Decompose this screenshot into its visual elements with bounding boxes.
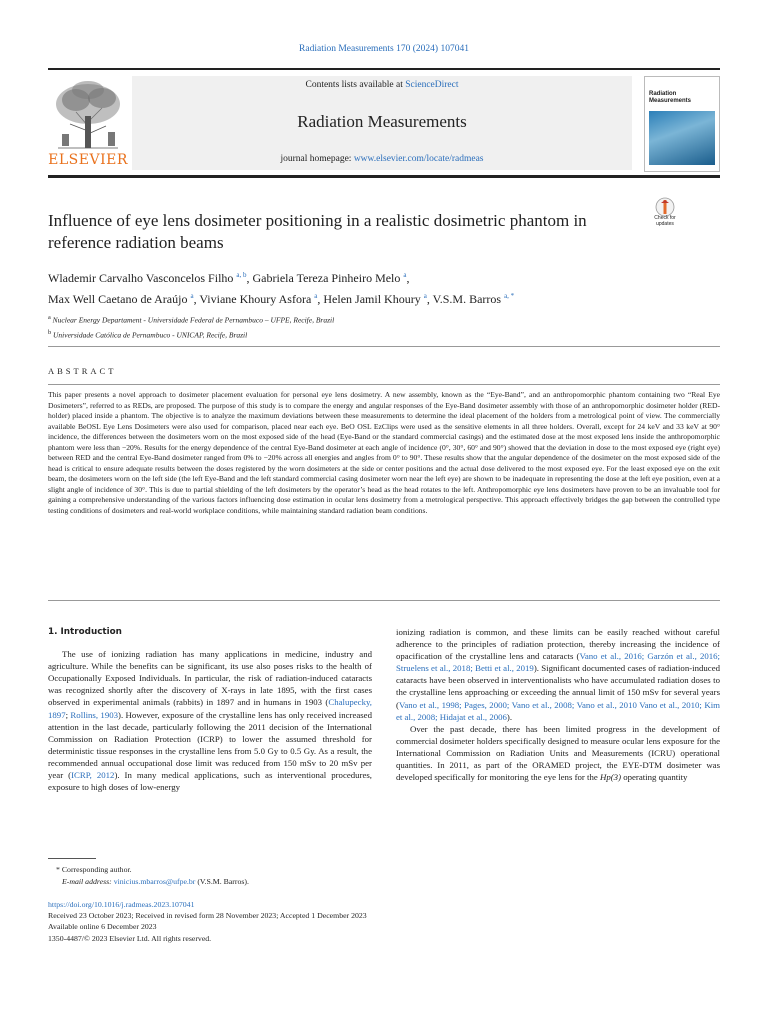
affiliation-b: $^b$ Universidade Católica de Pernambuco - UNICAP, Recife, Brazil	[48, 328, 248, 339]
author-list	[48, 266, 720, 308]
author-name[interactable]: Max Well Caetano de Araújo	[48, 292, 188, 306]
paragraph: The use of ionizing radiation has many applications in medicine, industry and agriculture. While the benefits can be significant, its use also poses risks to the health of Occupationally Exposed Individuals. In particular, the risk of radiation-induced cataracts was recognized shortly after the discovery of X-rays in late 1895, with the first cases observed in experimental animals (rabbits) in 1897 and in humans in 1903 (Chalupecky, 1897; Rollins, 1903). However, exposure of the crystalline lens has only received increased attention in the last decade, particularly following the 2011 decision of the International Commission on Radiation Protection (ICRP) to lower the assumed threshold for deterministic tissue responses in the crystalline lens from 5.0 Gy to 0.5 Gy. As a result, the recommended annual occupational dose limit was reduced from 150 mSv to 20 mSv per year (ICRP, 2012). In many medical applications, such as interventional procedures, exposure to high doses of low-energy	[48, 649, 373, 793]
body-column-right	[396, 626, 720, 783]
cover-image	[649, 111, 715, 165]
author-name[interactable]: Viviane Khoury Asfora	[199, 292, 312, 306]
abstract-text: This paper presents a novel approach to dosimeter placement evaluation for personal eye lens dosimetry. A new assembly, known as the “Eye-Band”, and an anthropomorphic phantom containing two “Real Eye Dosimeters”, referred to as REDs, are proposed. The purpose of this study is to compare the energy and angular responses of the Eye-Band dosimeter assembly with those of an anthropomorphic dosimeter holder (RED-holder) placed inside a phantom. The objective is to analyze the maximum deviations between these measurements to determine the ideal placement of the holders from a metrological point of view. The commercially available BeOSL Eye Lens Dosimeters were also used for comparison, placed near each eye. BeO OSL EzClips were used as the sensitive elements in all three holders. Overall, except for 24 keV and 33 keV at 90° incidence, the differences between the dosimeters worn on the most exposed side of the head (Eye-Band or the standard commercial casings) and the estimated dose at the most exposed lens inside the anthropomorphic phantom were less than −20%. Results for the energy dependence of the central Eye-Band dosimeter at each angle of incidence (0°, 30°, 60° and 90°) showed that the deviation in dose to the most exposed eye (right eye) between RED and the central Eye-Band dosimeter ranged from 0% to −20% across all energies and angles from 0° to 90°. These results show that the angular dependence of the dosimeter on the most exposed side of the head is critical to ensure adequate results between the doses registered by the worn dosimeters at the side or center positions and the actual dose delivered to the most exposed eye. For the least exposed eye on the exit beam, the dosimeters worn on the left side (the left Eye-Band and the left standard commercial casing dosimeter worn near the left eye) are shown to be inadequate in representing the dose at the left eye position, even at a slight angle of incidence of 30°. This is due to partial shielding of the left dosimeters by the operator’s head as the head rotates to the left. Anthropomorphic eye lens dosimeters have proven to be an invaluable tool for gaining a comprehensive understanding of the various factors influencing dose estimation in ocular lens dosimetry from a metrological perspective. This approach effectively bridges the gap between the controlled type testing conditions of dosimeters and real-world workplace conditions, while maintaining standard radiation beam conditions.	[48, 390, 720, 515]
journal-citation[interactable]: Radiation Measurements 170 (2024) 107041	[299, 44, 469, 54]
author-name[interactable]: Gabriela Tereza Pinheiro Melo	[252, 271, 401, 285]
abstract-heading: ABSTRACT	[48, 366, 117, 376]
affiliation-divider	[48, 346, 720, 347]
author-name[interactable]: V.S.M. Barros	[432, 292, 502, 306]
publisher-wordmark: ELSEVIER	[48, 152, 128, 168]
homepage-link[interactable]: www.elsevier.com/locate/radmeas	[353, 154, 484, 164]
author-line-2: Max Well Caetano de Araújo $^a$, Viviane Khoury Asfora $^a$, Helen Jamil Khoury $^a$, V.S.M. Barros $^{a, *}$	[48, 292, 515, 306]
abstract-bottom-divider	[48, 600, 720, 601]
elsevier-logo	[48, 76, 128, 170]
author-name[interactable]: Helen Jamil Khoury	[323, 292, 421, 306]
body-column-left	[48, 626, 372, 793]
email-link[interactable]: vinicius.mbarros@ufpe.br	[113, 877, 196, 886]
author-name[interactable]: Wlademir Carvalho Vasconcelos Filho	[48, 271, 234, 285]
citation-link[interactable]: Vano et al., 2016; Garzón et al., 2016; Struelens et al., 2018; Betti et al., 2019	[396, 651, 720, 674]
article-title: Influence of eye lens dosimeter positioning in a realistic dosimetric phantom in reference radiation beams	[48, 211, 587, 252]
footnote-divider	[48, 858, 96, 859]
journal-name: Radiation Measurements	[297, 112, 467, 131]
available-online: Available online 6 December 2023	[48, 922, 157, 932]
header-divider	[48, 175, 720, 178]
check-updates-label: Check for updates	[654, 215, 676, 227]
citation-link[interactable]: Rollins, 1903	[70, 709, 119, 720]
citation-link[interactable]: Vano et al., 1998; Pages, 2000; Vano et al., 2008; Vano et al., 2010 Vano et al., 2010; Kim et al., 2008; Hidajat et al., 2006	[396, 699, 720, 722]
contents-availability: Contents lists available at ScienceDirect	[305, 80, 459, 90]
citation-link[interactable]: ICRP, 2012	[71, 770, 115, 781]
citation-link[interactable]: Chalupecky, 1897	[48, 697, 372, 720]
check-for-updates-button[interactable]	[648, 197, 682, 231]
journal-info-box	[132, 76, 632, 170]
masthead	[48, 68, 720, 170]
doi-link[interactable]: https://doi.org/10.1016/j.radmeas.2023.107041	[48, 900, 195, 909]
email-line: E-mail address: vinicius.mbarros@ufpe.br (V.S.M. Barros).	[62, 877, 249, 886]
journal-homepage: journal homepage: www.elsevier.com/locate/radmeas	[280, 154, 484, 164]
abstract-top-divider	[48, 384, 720, 385]
journal-cover[interactable]	[644, 76, 720, 172]
received-dates: Received 23 October 2023; Received in revised form 28 November 2023; Accepted 1 December 2023	[48, 911, 367, 921]
sciencedirect-link[interactable]: ScienceDirect	[405, 80, 459, 90]
footnote	[48, 864, 249, 888]
author-line-1: Wlademir Carvalho Vasconcelos Filho $^{a, b}$, Gabriela Tereza Pinheiro Melo $^a$,	[48, 271, 410, 285]
elsevier-tree-icon	[48, 76, 128, 152]
copyright: 1350-4487/© 2023 Elsevier Ltd. All rights reserved.	[48, 933, 212, 943]
publication-info	[48, 899, 367, 944]
paragraph: ionizing radiation is common, and these limits can be easily reached without careful adherence to the principles of radiation protection, thereby increasing the incidence of opacification of the crystalline lens and cataracts (Vano et al., 2016; Garzón et al., 2016; Struelens et al., 2018; Betti et al., 2019). Significant documented cases of radiation-induced cataracts have been observed in interventionalists who have accumulated radiation doses to the crystalline lens approaching or exceeding the annual limit of 150 mSv for several years (Vano et al., 1998; Pages, 2000; Vano et al., 2008; Vano et al., 2010 Vano et al., 2010; Kim et al., 2008; Hidajat et al., 2006).	[396, 627, 720, 722]
section-heading: 1. Introduction	[48, 627, 122, 637]
paragraph: Over the past decade, there has been limited progress in the development of commercial dosimeter holders specifically designed to measure ocular lens exposure for the International Commission on Radiation Units and Measurements (ICRU) operational quantities. In 2011, as part of the ORAMED project, the EYE-DTM dosimeter was developed specifically for monitoring the eye lens for the Hp(3) operating quantity	[396, 723, 720, 783]
cover-title: Radiation Measurements	[649, 91, 692, 104]
operational-quantity: Hp(3)	[599, 772, 621, 783]
affiliation-a: $^a$ Nuclear Energy Departament - Universidade Federal de Pernambuco – UFPE, Recife, Brazil	[48, 314, 335, 325]
check-updates-icon	[648, 197, 682, 217]
corresponding-author-note: * Corresponding author.	[56, 865, 132, 874]
affiliations	[48, 312, 334, 341]
